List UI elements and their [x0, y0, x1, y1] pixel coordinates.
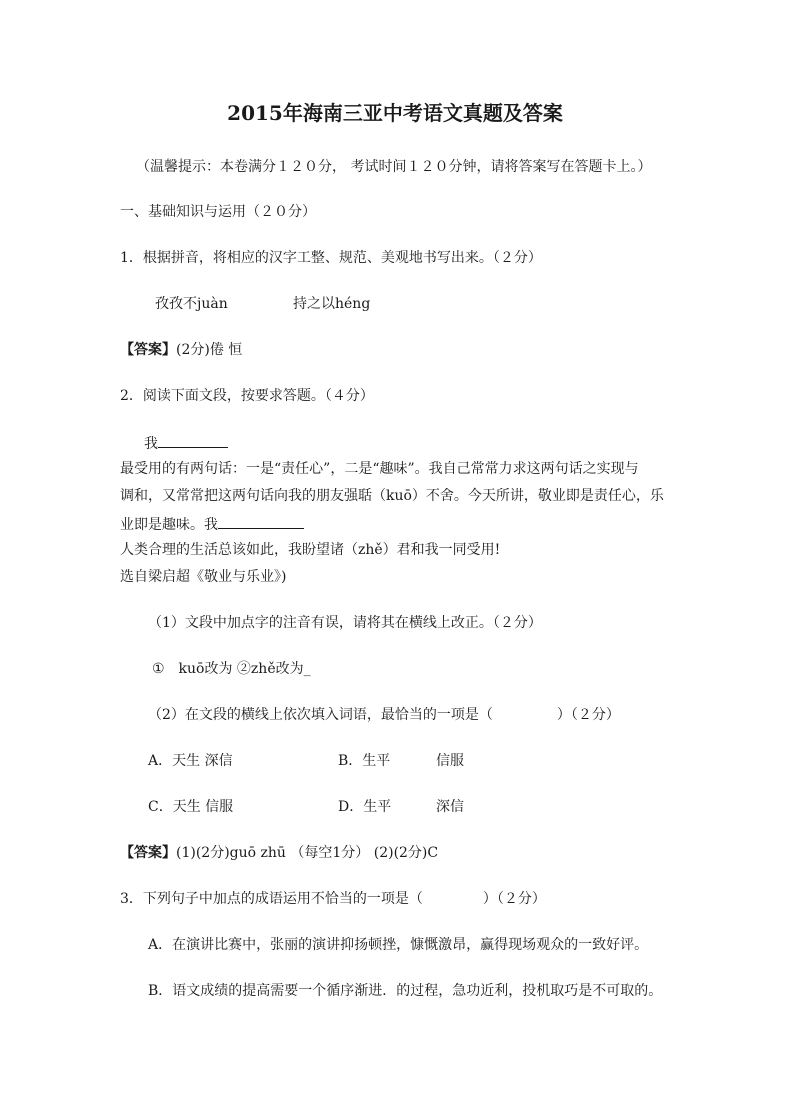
sub-question-2-suffix: ）（２分） — [556, 707, 620, 723]
passage-line-5: 人类合理的生活总该如此，我盼望诸（zhě）君和我一同受用! — [120, 542, 501, 558]
answer-text: (1)(2分)guō zhū （每空1分） (2)(2分)C — [176, 845, 439, 861]
question-1-answer — [120, 341, 242, 359]
answer-label: 【答案】 — [120, 342, 176, 358]
question-2-answer — [120, 844, 438, 862]
passage-line-1-text: 我 — [144, 436, 158, 452]
sub-question-1: （1）文段中加点字的注音有误，请将其在横线上改正。（２分） — [148, 615, 542, 631]
fill-blank-1[interactable] — [158, 433, 228, 448]
options-row-cd — [148, 798, 628, 816]
question-3-stem-prefix: 3．下列句子中加点的成语运用不恰当的一项是（ — [120, 891, 423, 907]
sub-question-2-prefix: （2）在文段的横线上依次填入词语，最恰当的一项是（ — [148, 707, 493, 723]
passage-line-4 — [120, 514, 304, 534]
question-3-stem — [120, 890, 546, 908]
option-b-word: 信服 — [436, 753, 464, 769]
passage-line-4-text: 业即是趣味。我 — [120, 517, 218, 533]
passage-line-3: 调和，又常常把这两句话向我的朋友强聒（kuō）不舍。今天所讲，敬业即是责任心，乐 — [120, 488, 664, 504]
options-row-ab — [148, 752, 628, 770]
answer-label: 【答案】 — [120, 845, 176, 861]
passage-source: 选自梁启超《敬业与乐业》) — [120, 569, 287, 585]
sub-question-1-fill: ① kuō改为 ②zhě改为_ — [152, 661, 311, 677]
option-d-word: 深信 — [436, 799, 464, 815]
option-a-label: A．天生 — [148, 753, 201, 769]
option-b-label: B．生平 — [338, 753, 391, 769]
document-title: 2015年海南三亚中考语文真题及答案 — [227, 101, 563, 125]
question-1-item-a: 孜孜不juàn — [155, 296, 228, 312]
question-3-option-b: B．语文成绩的提高需要一个循序渐进．的过程，急功近利，投机取巧是不可取的。 — [148, 983, 663, 999]
option-c-word: 信服 — [205, 799, 234, 815]
question-3-stem-suffix: ）（２分） — [482, 891, 546, 907]
question-1-item-b: 持之以héng — [293, 296, 371, 312]
section-heading: 一、基础知识与运用（２０分） — [120, 204, 316, 220]
question-1-stem: 1．根据拼音，将相应的汉字工整、规范、美观地书写出来。（２分） — [120, 250, 542, 266]
question-3-option-a: A．在演讲比赛中，张丽的演讲抑扬顿挫，慷慨激昂，赢得现场观众的一致好评。 — [148, 937, 649, 953]
fill-blank-2[interactable] — [218, 514, 304, 529]
option-c-label: C．天生 — [148, 799, 201, 815]
passage-line-1 — [144, 433, 228, 453]
option-a-word: 深信 — [204, 753, 233, 769]
passage-line-2: 最受用的有两句话：一是“责任心”，二是“趣味”。我自己常常力求这两句话之实现与 — [120, 461, 639, 477]
sub-question-2 — [148, 706, 620, 724]
exam-tip: （温馨提示：本卷满分１２０分， 考试时间１２０分钟，请将答案写在答题卡上。） — [136, 159, 652, 175]
answer-text: (2分)倦 恒 — [176, 342, 243, 358]
option-d-label: D．生平 — [338, 799, 392, 815]
question-2-stem: 2．阅读下面文段，按要求答题。（４分） — [120, 388, 374, 404]
